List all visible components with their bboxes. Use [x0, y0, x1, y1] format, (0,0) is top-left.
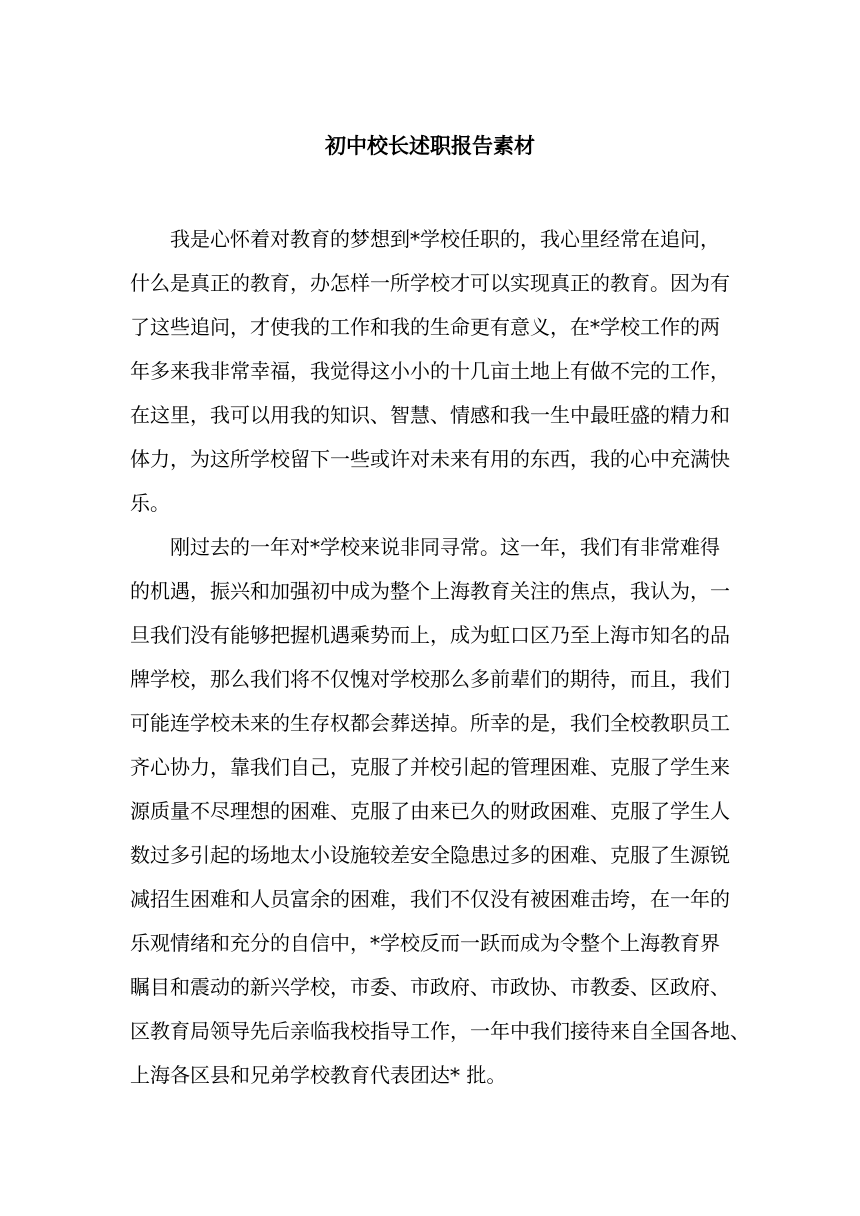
paragraph-1-line-3: 了这些追问，才使我的工作和我的生命更有意义，在*学校工作的两	[130, 315, 720, 339]
paragraph-2-line-9: 减招生困难和人员富余的困难，我们不仅没有被困难击垮，在一年的	[130, 887, 730, 911]
paragraph-1-line-2: 什么是真正的教育，办怎样一所学校才可以实现真正的教育。因为有	[130, 271, 730, 295]
paragraph-1-line-6: 体力，为这所学校留下一些或许对未来有用的东西，我的心中充满快	[130, 447, 730, 471]
paragraph-2-line-3: 旦我们没有能够把握机遇乘势而上，成为虹口区乃至上海市知名的品	[130, 623, 730, 647]
paragraph-2-line-7: 源质量不尽理想的困难、克服了由来已久的财政困难、克服了学生人	[130, 799, 730, 823]
paragraph-2-line-11: 瞩目和震动的新兴学校，市委、市政府、市政协、市教委、区政府、	[130, 975, 730, 999]
paragraph-1-line-7: 乐。	[130, 491, 170, 515]
paragraph-2-line-13: 上海各区县和兄弟学校教育代表团达* 批。	[130, 1063, 507, 1087]
paragraph-1-line-4: 年多来我非常幸福，我觉得这小小的十几亩土地上有做不完的工作，	[130, 359, 730, 383]
paragraph-2-line-8: 数过多引起的场地太小设施较差安全隐患过多的困难、克服了生源锐	[130, 843, 730, 867]
paragraph-2-line-1: 刚过去的一年对*学校来说非同寻常。这一年，我们有非常难得	[170, 535, 720, 559]
paragraph-2-line-4: 牌学校，那么我们将不仅愧对学校那么多前辈们的期待，而且，我们	[130, 667, 730, 691]
paragraph-2-line-6: 齐心协力，靠我们自己，克服了并校引起的管理困难、克服了学生来	[130, 755, 730, 779]
paragraph-2-line-12: 区教育局领导先后亲临我校指导工作，一年中我们接待来自全国各地、	[130, 1019, 750, 1043]
paragraph-1-line-5: 在这里，我可以用我的知识、智慧、情感和我一生中最旺盛的精力和	[130, 403, 730, 427]
document-title: 初中校长述职报告素材	[325, 134, 535, 158]
paragraph-2-line-5: 可能连学校未来的生存权都会葬送掉。所幸的是，我们全校教职员工	[130, 711, 730, 735]
paragraph-2-line-2: 的机遇，振兴和加强初中成为整个上海教育关注的焦点，我认为，一	[130, 579, 730, 603]
paragraph-2-line-10: 乐观情绪和充分的自信中，*学校反而一跃而成为令整个上海教育界	[130, 931, 720, 955]
paragraph-1-line-1: 我是心怀着对教育的梦想到*学校任职的，我心里经常在追问，	[170, 227, 720, 251]
